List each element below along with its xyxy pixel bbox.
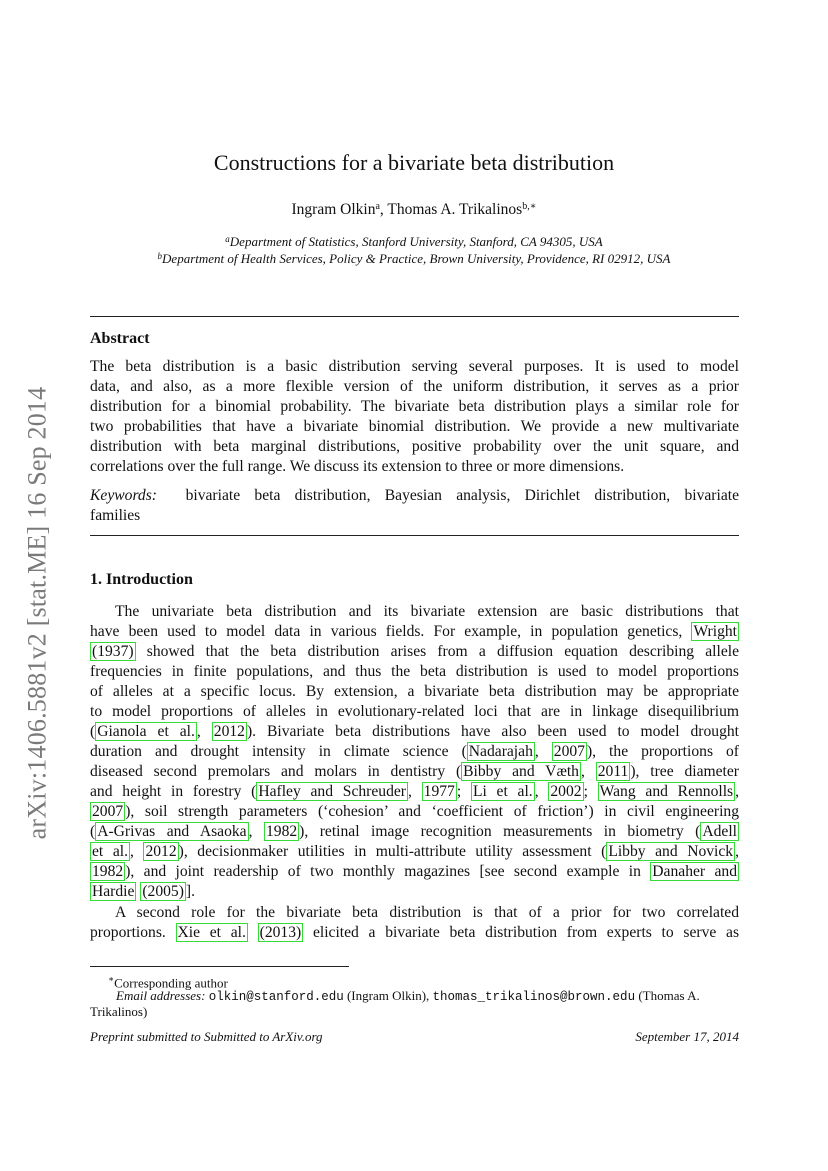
citation-link[interactable]: Hardie — [92, 883, 135, 900]
body-line — [90, 762, 739, 782]
citation-link[interactable]: (2005) — [142, 883, 184, 900]
author-name: Thomas A. Trikalinos — [387, 201, 523, 218]
citation-link[interactable]: 2002 — [550, 783, 582, 800]
body-line — [90, 862, 739, 882]
author-affiliation-mark: b,∗ — [522, 201, 537, 212]
keywords-line — [90, 486, 739, 506]
citation-link[interactable]: A-Grivas and Asaoka — [97, 823, 247, 840]
body-line — [90, 923, 739, 943]
body-text: ), the proportions of — [586, 743, 739, 760]
body-line — [90, 722, 739, 742]
email-link[interactable]: thomas_trikalinos@brown.edu — [432, 990, 636, 1004]
author-list — [0, 201, 828, 219]
citation-link[interactable]: Adell — [702, 823, 738, 840]
body-text: , — [408, 783, 422, 800]
body-text: , — [735, 843, 740, 860]
body-text: ( — [90, 823, 96, 840]
citation-link[interactable]: (2013) — [259, 924, 302, 941]
body-text: , — [196, 723, 212, 740]
author-affiliation-mark: a — [375, 201, 380, 212]
citation-link[interactable]: Wright — [693, 623, 737, 640]
affiliation-mark: a — [225, 234, 230, 244]
section-heading: 1. Introduction — [90, 571, 193, 588]
body-text: and height in forestry ( — [90, 783, 257, 800]
footnote-text: Corresponding author — [114, 975, 228, 991]
abstract-line: distribution for a binomial probability. The bivariate beta distribution plays a similar role for — [90, 398, 739, 415]
body-text: ; — [583, 783, 598, 800]
body-line: of alleles at a specific locus. By extension, a bivariate beta distribution may be appropriate — [90, 683, 739, 700]
citation-link[interactable]: (1937) — [92, 643, 134, 660]
keywords-line: families — [90, 507, 141, 524]
body-text: diseased second premolars and molars in dentistry ( — [90, 763, 462, 780]
body-text: ). Bivariate beta distributions have also been used to model drought — [246, 723, 739, 740]
body-text: ]. — [185, 883, 196, 900]
body-text: ( — [90, 723, 96, 740]
citation-link[interactable]: et al. — [92, 843, 128, 860]
citation-link[interactable]: 2012 — [213, 723, 245, 740]
body-line: to model proportions of alleles in evolutionary-related loci that are in linkage disequilibrium — [90, 703, 739, 720]
body-text: ), tree diameter — [630, 763, 739, 780]
footnote-mark: ∗ — [108, 974, 115, 984]
body-line: A second role for the bivariate beta distribution is that of a prior for two correlated — [115, 904, 739, 921]
abstract-heading: Abstract — [90, 330, 150, 347]
affiliation-text: Department of Health Services, Policy & Practice, Brown University, Providence, RI 02912, USA — [162, 251, 671, 266]
body-line: frequencies in finite populations, and thus the beta distribution is used to model proportions — [90, 663, 739, 680]
citation-link[interactable]: 1982 — [92, 863, 124, 880]
citation-link[interactable]: 2007 — [92, 803, 124, 820]
body-text: , — [248, 823, 264, 840]
abstract-line: distribution with beta marginal distributions, positive probability over the unit square, and — [90, 438, 739, 455]
preprint-note: Preprint submitted to Submitted to ArXiv.org — [90, 1029, 323, 1044]
abstract-bottom-rule — [90, 535, 739, 536]
body-line — [90, 782, 739, 802]
abstract-top-rule — [90, 316, 739, 317]
footnote-emails — [116, 988, 700, 1005]
keywords-text: bivariate beta distribution, Bayesian analysis, Dirichlet distribution, bivariate — [185, 487, 739, 504]
body-text: proportions. — [90, 924, 176, 941]
abstract-line: The beta distribution is a basic distribution serving several purposes. It is used to model — [90, 358, 739, 375]
citation-link[interactable]: Bibby and Væth — [463, 763, 579, 780]
keywords-label: Keywords: — [90, 487, 157, 504]
body-text: , — [534, 783, 549, 800]
preprint-date: September 17, 2014 — [635, 1029, 739, 1044]
citation-link[interactable]: Hafley and Schreuder — [258, 783, 406, 800]
body-text: showed that the beta distribution arises from a diffusion equation describing allele — [135, 643, 739, 660]
body-text: elicited a bivariate beta distribution from experts to serve as — [303, 924, 740, 941]
body-line — [90, 742, 739, 762]
citation-link[interactable]: 2011 — [597, 763, 629, 780]
body-text: , — [534, 743, 552, 760]
citation-link[interactable]: Xie et al. — [177, 924, 246, 941]
body-text: ), retinal image recognition measurements in biometry ( — [299, 823, 701, 840]
citation-link[interactable]: Li et al. — [472, 783, 533, 800]
paper-title: Constructions for a bivariate beta distribution — [213, 150, 615, 175]
citation-link[interactable]: 1977 — [423, 783, 455, 800]
footnote-continuation: Trikalinos) — [90, 1004, 148, 1019]
body-text: ), decisionmaker utilities in multi-attribute utility assessment ( — [178, 843, 607, 860]
footnote-text: (Thomas A. — [635, 988, 700, 1003]
body-text: ), and joint readership of two monthly magazines [see second example in — [125, 863, 651, 880]
abstract-line: two probabilities that have a bivariate binomial distribution. We provide a new multivariate — [90, 418, 739, 435]
email-label: Email addresses: — [116, 988, 206, 1003]
citation-link[interactable]: 2012 — [145, 843, 177, 860]
citation-link[interactable]: 1982 — [265, 823, 298, 840]
abstract-line: correlations over the full range. We discuss its extension to three or more dimensions. — [90, 458, 625, 475]
body-line — [90, 802, 739, 822]
arxiv-identifier-stamp — [15, 365, 59, 860]
citation-link[interactable]: Gianola et al. — [97, 723, 195, 740]
footnote-text: (Ingram Olkin), — [343, 988, 433, 1003]
body-line — [90, 642, 739, 662]
email-link[interactable]: olkin@stanford.edu — [208, 990, 344, 1004]
citation-link[interactable]: Danaher and — [652, 863, 737, 880]
body-text: have been used to model data in various fields. For example, in population genetics, — [90, 623, 692, 640]
body-line — [90, 822, 739, 842]
affiliation-text: Department of Statistics, Stanford University, Stanford, CA 94305, USA — [229, 234, 603, 249]
body-text — [248, 924, 258, 941]
author-separator: , — [379, 201, 388, 218]
arxiv-stamp-text: arXiv:1406.5881v2 [stat.ME] 16 Sep 2014 — [22, 386, 51, 839]
footnote-rule — [90, 966, 349, 967]
affiliation — [0, 251, 828, 267]
citation-link[interactable]: Libby and Novick — [608, 843, 734, 860]
body-line: The univariate beta distribution and its bivariate extension are basic distributions that — [115, 603, 739, 620]
citation-link[interactable]: 2007 — [553, 743, 585, 760]
body-text: , — [735, 783, 740, 800]
affiliation — [0, 234, 828, 250]
body-line — [90, 622, 739, 642]
citation-link[interactable]: Wang and Rennolls — [599, 783, 734, 800]
author-name: Ingram Olkin — [291, 201, 376, 218]
citation-link[interactable]: Nadarajah — [468, 743, 533, 760]
body-text: , — [580, 763, 596, 780]
affiliation-mark: b — [157, 251, 163, 261]
body-text: ; — [456, 783, 471, 800]
abstract-line: data, and also, as a more flexible version of the uniform distribution, it serves as a prior — [90, 378, 739, 395]
body-text: duration and drought intensity in climate science ( — [90, 743, 467, 760]
body-line — [90, 882, 739, 902]
body-text: , — [129, 843, 144, 860]
body-line — [90, 842, 739, 862]
body-text: ), soil strength parameters (‘cohesion’ and ‘coefficient of friction’) in civil engineering — [125, 803, 739, 820]
